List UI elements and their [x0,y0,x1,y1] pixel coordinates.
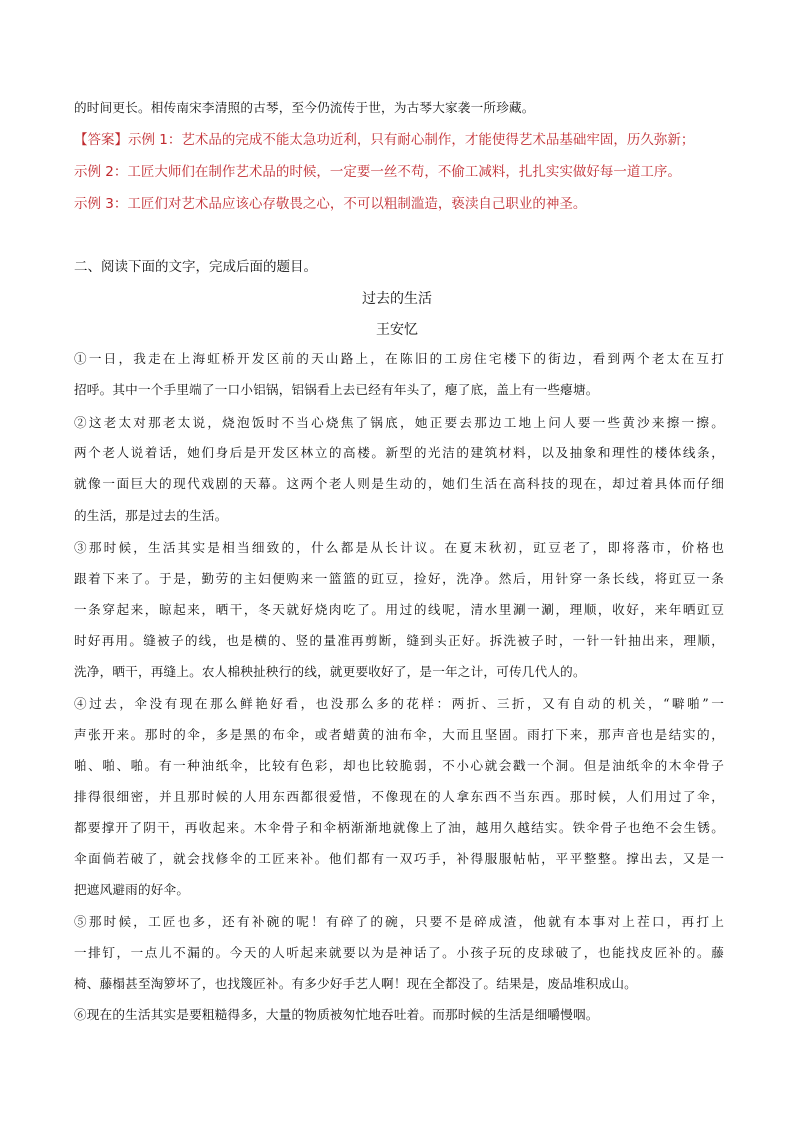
article-line: ②这老太对那老太说，烧泡饭时不当心烧焦了锅底，她正要去那边工地上问人要一些黄沙来擦一擦。 [74,415,724,430]
article-line: 跟着下来了。于是，勤劳的主妇便购来一篮篮的豇豆，捡好，洗净。然后，用针穿一条长线，将豇豆一条 [74,571,724,586]
article-line: 声张开来。那时的伞，多是黑的布伞，或者蜡黄的油布伞，大而且坚固。雨打下来，那声音也是结实的， [74,727,724,742]
article-line: ⑥现在的生活其实是要粗糙得多，大量的物质被匆忙地吞吐着。而那时候的生活是细嚼慢咽。 [74,1007,599,1022]
article-line: 的生活，那是过去的生活。 [74,508,228,523]
article-line: 一排钉，一点儿不漏的。今天的人听起来就要以为是神话了。小孩子玩的皮球破了，也能找皮匠补的。藤 [74,945,724,960]
article-line: 都要撑开了阴干，再收起来。木伞骨子和伞柄渐渐地就像上了油，越用久越结实。铁伞骨子也绝不会生锈。 [74,820,724,835]
article-line: ⑤那时候，工匠也多，还有补碗的呢！有碎了的碗，只要不是碎成渣，他就有本事对上茬口，再打上 [74,914,724,929]
intro-line: 的时间更长。相传南宋李清照的古琴，至今仍流传于世，为古琴大家袭一所珍藏。 [74,100,535,115]
article-line: ③那时候，生活其实是相当细致的，什么都是从长计议。在夏末秋初，豇豆老了，即将落市，价格也 [74,540,724,555]
article-line: 一条穿起来，晾起来，晒干，冬天就好烧肉吃了。用过的线呢，清水里涮一涮，理顺，收好，来年晒豇豆 [74,602,724,617]
article-line: ①一日，我走在上海虹桥开发区前的天山路上，在陈旧的工房住宅楼下的街边，看到两个老太在互打 [74,351,724,366]
article-author: 王安忆 [376,322,418,338]
article-line: 把遮风避雨的好伞。 [74,882,190,897]
article-line: 招呼。其中一个手里端了一口小铝锅，铝锅看上去已经有年头了，瘪了底，盖上有一些瘪塘。 [74,382,599,397]
article-line: 就像一面巨大的现代戏剧的天幕。这两个老人则是生动的，她们生活在高科技的现在，却过着具体而仔细 [74,476,724,491]
article-line: 时好再用。缝被子的线，也是横的、竖的量准再剪断，缝到头正好。拆洗被子时，一针一针抽出来，理顺， [74,633,724,648]
article-line: 两个老人说着话，她们身后是开发区林立的高楼。新型的光洁的建筑材料，以及抽象和理性的楼体线条， [74,445,724,460]
article-title: 过去的生活 [362,291,432,307]
article-line: ④过去，伞没有现在那么鲜艳好看，也没那么多的花样：两折、三折，又有自动的机关，“噼啪”一 [74,696,724,711]
answer-line-3: 示例 3：工匠们对艺术品应该心存敬畏之心，不可以粗制滥造，亵渎自己职业的神圣。 [74,196,587,212]
article-line: 排得很细密，并且那时候的人用东西都很爱惜，不像现在的人拿东西不当东西。那时候，人们用过了伞， [74,789,724,804]
article-line: 啪、啪、啪。有一种油纸伞，比较有色彩，却也比较脆弱，不小心就会戳一个洞。但是油纸伞的木伞骨子 [74,758,724,773]
article-line: 洗净，晒干，再缝上。农人棉秧扯秧行的线，就更要收好了，是一年之计，可传几代人的。 [74,664,586,679]
article-line: 椅、藤榻甚至淘箩坏了，也找篾匠补。有多少好手艺人啊！现在全都没了。结果是，废品堆积成山。 [74,976,637,991]
section-heading: 二、阅读下面的文字，完成后面的题目。 [74,259,317,275]
article-line: 伞面倘若破了，就会找修伞的工匠来补。他们都有一双巧手，补得服服帖帖，平平整整。撑出去，又是一 [74,851,724,866]
answer-line-2: 示例 2：工匠大师们在制作艺术品的时候，一定要一丝不苟，不偷工减料，扎扎实实做好每一道工序。 [74,164,681,180]
answer-line-1: 【答案】示例 1：艺术品的完成不能太急功近利，只有耐心制作，才能使得艺术品基础牢固，历久弥新； [74,132,695,148]
